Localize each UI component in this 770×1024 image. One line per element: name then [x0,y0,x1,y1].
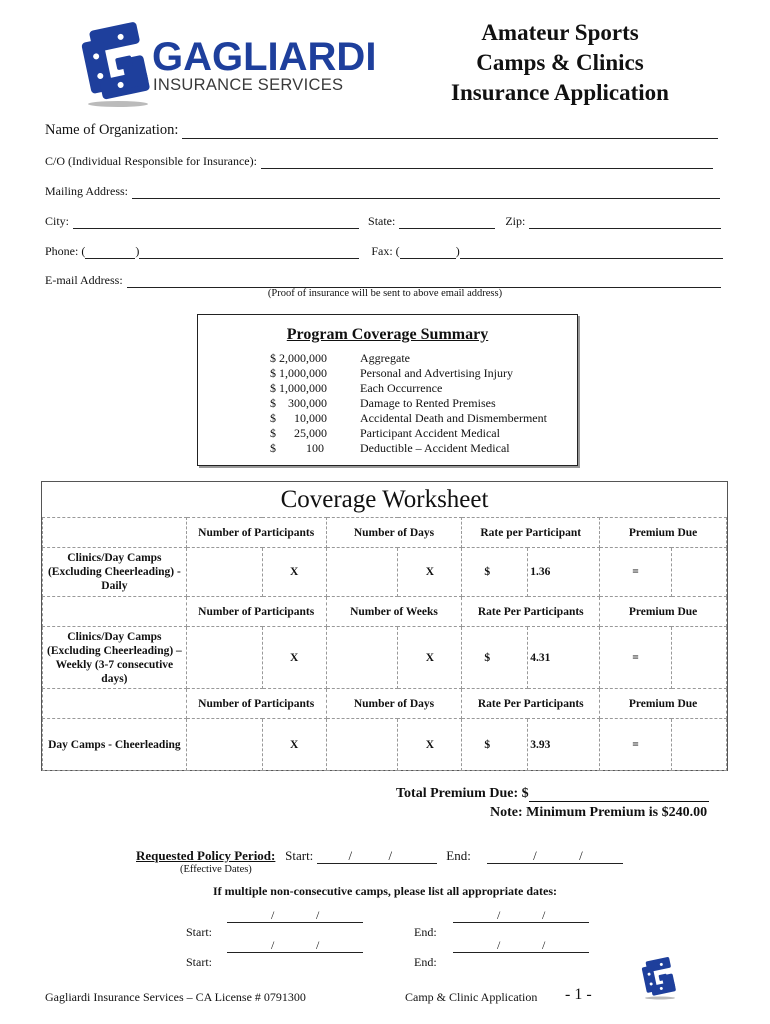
city-field[interactable] [73,216,359,229]
policy-period-label: Requested Policy Period: [136,848,276,863]
header-participants: Number of Participants [186,689,326,719]
total-premium-row [396,786,709,802]
summary-item [270,366,547,381]
logo-name-sub: INSURANCE SERVICES [153,76,344,94]
header-rate: Rate per Participant [462,518,600,548]
email-row [45,273,721,288]
row-end-label: End: [414,955,437,969]
city-label: City: [45,214,70,228]
logo-name-main: GAGLIARDI [152,35,377,79]
summary-desc: Aggregate [360,351,410,365]
summary-amount: $ 10,000 [270,411,327,425]
email-note: (Proof of insurance will be sent to above email address) [267,288,503,299]
start-date-field[interactable]: / / [317,852,437,864]
multiply-sign: X [262,627,326,689]
footer-document-name: Camp & Clinic Application [405,990,538,1004]
header-premium: Premium Due [600,597,727,627]
summary-desc: Each Occurrence [360,381,443,395]
summary-item [270,426,547,441]
footer-license: Gagliardi Insurance Services – CA License # 0791300 [45,990,306,1004]
policy-period-row [136,848,623,864]
summary-desc: Deductible – Accident Medical [360,441,510,455]
phone-paren: ) [135,244,140,258]
premium-input[interactable] [672,627,727,689]
title-line-1: Amateur Sports [481,20,639,45]
organization-row [45,122,718,139]
multiply-sign: X [398,627,462,689]
dollar-sign: $ [462,719,528,771]
summary-item [270,411,547,426]
end-label: End: [446,848,471,863]
header-rate: Rate Per Participants [462,689,600,719]
summary-list [270,351,547,456]
co-label: C/O (Individual Responsible for Insurance): [45,154,257,168]
start-label: Start: [285,848,314,863]
effective-dates-note: (Effective Dates) [180,864,252,875]
fax-field[interactable] [460,246,723,259]
worksheet-title: Coverage Worksheet [280,486,489,513]
summary-amount: $ 1,000,000 [270,366,327,380]
table-row [43,518,727,548]
summary-title: Program Coverage Summary [286,326,489,343]
city-row [45,214,721,229]
table-row [43,548,727,597]
mailing-field[interactable] [132,186,720,199]
worksheet-table [42,517,727,771]
header-participants: Number of Participants [186,597,326,627]
weeks-input[interactable] [326,627,398,689]
fax-paren: ) [455,244,460,258]
multiply-sign: X [398,548,462,597]
header-days: Number of Days [326,518,462,548]
date-row [180,910,212,940]
footer-logo [640,955,680,1000]
row-end-date-field[interactable]: / / [453,911,589,923]
fax-area-field[interactable] [400,246,456,259]
row-label: Clinics/Day Camps (Excluding Cheerleading) - Daily [43,548,187,597]
mailing-label: Mailing Address: [45,184,128,198]
multiple-camps-note: If multiple non-consecutive camps, please list all appropriate dates: [212,884,558,898]
coverage-worksheet [41,481,728,771]
summary-amount: $ 2,000,000 [270,351,327,365]
organization-label: Name of Organization: [45,122,179,138]
summary-amount: $ 25,000 [270,426,327,440]
header-participants: Number of Participants [186,518,326,548]
row-start-label: Start: [186,955,212,969]
rate-value: 3.93 [528,719,600,771]
premium-input[interactable] [672,719,727,771]
multiply-sign: X [262,548,326,597]
page-number: - 1 - [565,986,592,1003]
row-end-date-field[interactable]: / / [453,941,589,953]
phone-field[interactable] [139,246,359,259]
participants-input[interactable] [186,548,262,597]
phone-row [45,244,723,259]
page-title [420,18,700,108]
total-premium-field[interactable] [529,788,709,802]
equals-sign: = [600,548,672,597]
phone-area-field[interactable] [85,246,135,259]
header-premium: Premium Due [600,518,727,548]
summary-desc: Accidental Death and Dismemberment [360,411,547,425]
summary-desc: Damage to Rented Premises [360,396,496,410]
summary-amount: $ 300,000 [270,396,327,410]
summary-amount: $ 1,000,000 [270,381,327,395]
organization-field[interactable] [182,124,718,139]
summary-item [270,351,547,366]
email-field[interactable] [127,275,721,288]
zip-label: Zip: [505,214,526,228]
end-date-field[interactable]: / / [487,852,623,864]
table-row [43,597,727,627]
table-row [43,689,727,719]
row-start-label: Start: [186,925,212,939]
summary-item [270,441,547,456]
summary-amount: $ 100 [270,441,324,455]
date-row [408,940,437,970]
header-weeks: Number of Weeks [326,597,462,627]
multiply-sign: X [262,719,326,771]
dollar-sign: $ [462,548,528,597]
header-days: Number of Days [326,689,462,719]
date-row [180,940,212,970]
title-line-2: Camps & Clinics [476,50,644,75]
co-row [45,154,713,169]
rate-value: 1.36 [528,548,600,597]
state-label: State: [368,214,396,228]
table-row [43,719,727,771]
date-row [408,910,437,940]
days-input[interactable] [326,548,398,597]
co-field[interactable] [261,156,713,169]
zip-field[interactable] [529,216,721,229]
participants-input[interactable] [186,719,262,771]
total-premium-label: Total Premium Due: $ [396,786,529,801]
phone-label: Phone: ( [45,244,86,258]
summary-item [270,396,547,411]
title-line-3: Insurance Application [451,80,669,105]
premium-input[interactable] [672,548,727,597]
state-field[interactable] [399,216,495,229]
row-start-date-field[interactable]: / / [227,941,363,953]
header-rate: Rate Per Participants [462,597,600,627]
header-premium: Premium Due [600,689,727,719]
row-label: Day Camps - Cheerleading [43,719,187,771]
logo-g-mark-icon [78,18,158,108]
participants-input[interactable] [186,627,262,689]
table-row [43,627,727,689]
dollar-sign: $ [462,627,528,689]
fax-label: Fax: ( [371,244,400,258]
rate-value: 4.31 [528,627,600,689]
equals-sign: = [600,627,672,689]
summary-desc: Personal and Advertising Injury [360,366,513,380]
coverage-summary-box [197,314,578,466]
minimum-premium-note: Note: Minimum Premium is $240.00 [490,805,708,820]
row-label: Clinics/Day Camps (Excluding Cheerleading) – Weekly (3-7 consecutive days) [43,627,187,689]
days-input[interactable] [326,719,398,771]
equals-sign: = [600,719,672,771]
summary-desc: Participant Accident Medical [360,426,500,440]
row-start-date-field[interactable]: / / [227,911,363,923]
footer-g-mark-icon [640,955,680,1000]
email-label: E-mail Address: [45,273,123,287]
mailing-row [45,184,720,199]
multiply-sign: X [398,719,462,771]
summary-item [270,381,547,396]
row-end-label: End: [414,925,437,939]
